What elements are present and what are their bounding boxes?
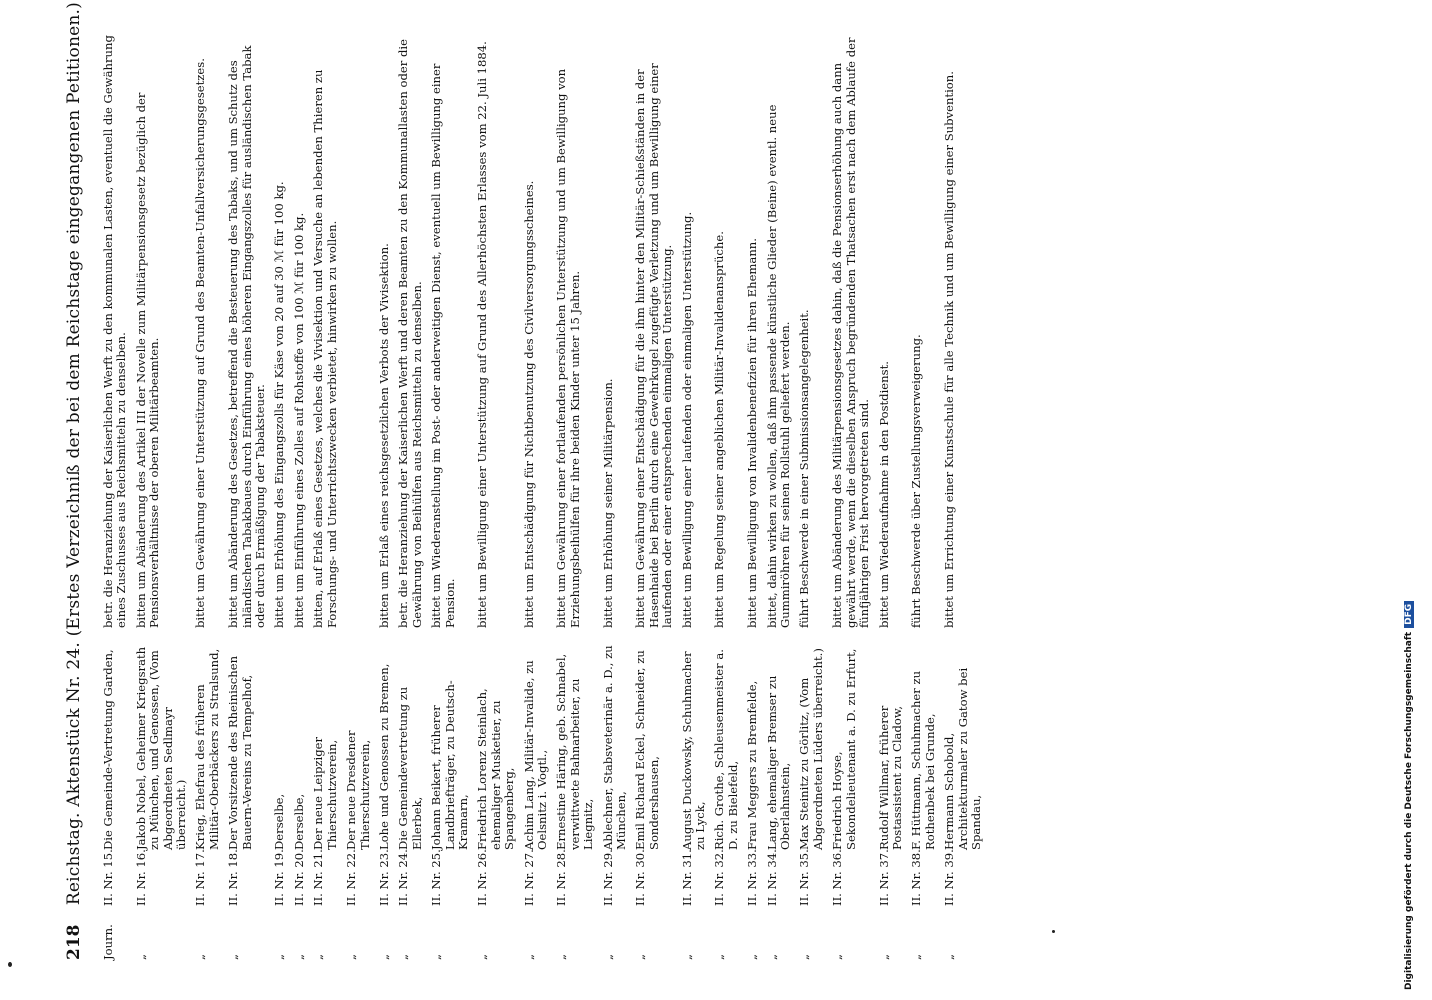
petitioner: Derselbe, bbox=[291, 793, 306, 850]
petition-number: II. Nr. 25. bbox=[429, 849, 444, 906]
petition-number: II. Nr. 16. bbox=[133, 849, 148, 906]
dfg-footer bbox=[1404, 0, 1426, 1000]
petition-mark: „ bbox=[633, 953, 648, 960]
petitioner: Frau Meggers zu Bremfelde, bbox=[745, 680, 760, 850]
petition-request: bitten um Erlaß eines reichsgesetzlichen Verbots der Vivisektion. bbox=[376, 243, 391, 628]
petitioner: August Duckowsky, Schuhmacher zu Lyck, bbox=[679, 651, 708, 850]
petition-mark: „ bbox=[376, 953, 391, 960]
petitioner: Ablechner, Stabsveterinär a. D., zu München, bbox=[600, 645, 628, 850]
petition-row bbox=[476, 20, 516, 960]
petition-number: II. Nr. 33. bbox=[745, 849, 760, 906]
petition-number: II. Nr. 27. bbox=[521, 849, 536, 906]
petition-mark: „ bbox=[475, 953, 490, 960]
petition-number: II. Nr. 20. bbox=[291, 849, 306, 906]
petitioner: Johann Beikert, früherer Landbriefträger, zu Deutsch-Kramarn, bbox=[429, 680, 470, 850]
petitioner: Der neue Leipziger Thierschutzverein, bbox=[311, 736, 339, 850]
petition-row bbox=[602, 20, 629, 960]
petition-row bbox=[523, 20, 550, 960]
petition-number: II. Nr. 39. bbox=[942, 849, 957, 906]
petition-number: II. Nr. 35. bbox=[797, 849, 812, 906]
petition-number: II. Nr. 36. bbox=[830, 849, 845, 906]
petition-row bbox=[943, 20, 983, 960]
petition-mark: „ bbox=[942, 953, 957, 960]
petition-number: II. Nr. 24. bbox=[396, 849, 411, 906]
petition-row bbox=[430, 20, 470, 960]
petition-row bbox=[273, 20, 286, 960]
page-title: Reichstag. Aktenstück Nr. 24. (Erstes Verzeichniß der bei dem Reichstage eingegangenen Petitionen.) bbox=[64, 2, 84, 906]
petition-request: bittet um Entschädigung für Nichtbenutzung des Civilversorgungsscheines. bbox=[521, 180, 536, 628]
petitioner: Friedrich Hoyse, Sekondelieutenant a. D. zu Erfurt, bbox=[830, 648, 858, 850]
petition-request: bittet, dahin wirken zu wollen, daß ihm passende künstliche Glieder (Beine) eventl. neue Gummiröhren für seinen Rollstuhl geliefert werden. bbox=[764, 104, 793, 628]
petition-number: II. Nr. 18. bbox=[226, 849, 241, 906]
petition-request: bittet um Bewilligung einer laufenden oder einmaligen Unterstützung. bbox=[679, 211, 694, 628]
petition-mark: Journ. bbox=[101, 924, 115, 960]
petitioner: Friedrich Lorenz Steinlach, ehemaliger Musketier, zu Spangenberg, bbox=[475, 688, 517, 850]
petitioner: Der neue Dresdener Thierschutzverein, bbox=[344, 730, 372, 850]
petition-request: führt Beschwerde in einer Submissionsangelegenheit. bbox=[797, 309, 812, 628]
petition-row bbox=[634, 20, 674, 960]
petition-number: II. Nr. 15. bbox=[101, 849, 115, 906]
petitioner: Lohe und Genossen zu Bremen, bbox=[376, 663, 391, 850]
petition-row bbox=[194, 20, 221, 960]
petitioner: Der Vorsitzende des Rheinischen Bauern-Vereins zu Tempelhof, bbox=[226, 655, 254, 850]
petitioner: Achim Lang, Militär-Invalide, zu Oelsnitz i. Vogtl., bbox=[521, 660, 549, 850]
petition-request: bitten, auf Erlaß eines Gesetzes, welches die Vivisektion und Versuche an lebenden Thieren zu Forschungs- und Unterrichtszwecken verbietet, hinwirken zu wollen. bbox=[311, 69, 339, 628]
petition-row bbox=[312, 20, 339, 960]
petition-number: II. Nr. 21. bbox=[311, 849, 326, 906]
petition-number: II. Nr. 32. bbox=[712, 849, 727, 906]
petition-mark: „ bbox=[344, 953, 359, 960]
petition-number: II. Nr. 28. bbox=[554, 849, 569, 906]
petition-row bbox=[798, 20, 825, 960]
petition-request: bittet um Errichtung einer Kunstschule für alle Technik und um Bewilligung einer Subvention. bbox=[942, 71, 957, 628]
petition-row bbox=[766, 20, 793, 960]
petition-row bbox=[713, 20, 740, 960]
petition-number: II. Nr. 23. bbox=[376, 849, 391, 906]
petition-row bbox=[555, 20, 595, 960]
petitioner: Die Gemeindevertretung zu Ellerbek, bbox=[396, 686, 424, 850]
petition-row bbox=[227, 20, 267, 960]
petition-number: II. Nr. 17. bbox=[193, 849, 208, 906]
petition-mark: „ bbox=[830, 953, 845, 960]
footer-text: Digitalisierung gefördert durch die Deutsche Forschungsgemeinschaft bbox=[1404, 631, 1414, 990]
petition-request: bittet um Erhöhung seiner Militärpension. bbox=[600, 378, 615, 628]
page-header bbox=[64, 2, 94, 960]
petition-number: II. Nr. 26. bbox=[475, 849, 490, 906]
petition-number: II. Nr. 29. bbox=[600, 849, 615, 906]
petition-mark: „ bbox=[272, 953, 287, 960]
petitioner: Rich. Grothe, Schleusenmeister a. D. zu Bielefeld, bbox=[712, 649, 740, 850]
petition-row bbox=[102, 20, 129, 960]
petition-request: bittet um Erhöhung des Eingangszolls für Käse von 20 auf 30 ℳ für 100 kg. bbox=[272, 181, 287, 628]
petitioner: Max Steinitz zu Görlitz, (Vom Abgeordneten Lüders überreicht.) bbox=[797, 648, 825, 850]
petitioner: Lang, ehemaliger Bremser zu Oberlahnstein, bbox=[764, 675, 793, 850]
petition-number: II. Nr. 30. bbox=[633, 849, 648, 906]
petition-request: bittet um Gewährung einer Unterstützung auf Grund des Beamten-Unfallversicherungsgesetzes. bbox=[193, 58, 208, 628]
petition-number: II. Nr. 34. bbox=[764, 849, 779, 906]
petition-request: bitten um Abänderung des Artikel III der Novelle zum Militärpensionsgesetz bezüglich der Pensionsverhältnisse der oberen Militärbeamten. bbox=[133, 92, 162, 628]
petition-mark: „ bbox=[521, 953, 536, 960]
petition-mark: „ bbox=[193, 953, 208, 960]
petition-mark: „ bbox=[396, 953, 411, 960]
petition-request: bittet um Regelung seiner angeblichen Militär-Invalidenansprüche. bbox=[712, 231, 727, 628]
petition-number: II. Nr. 31. bbox=[679, 849, 694, 906]
petition-mark: „ bbox=[876, 953, 891, 960]
petitioner: Emil Richard Eckel, Schneider, zu Sondershausen, bbox=[633, 650, 661, 850]
page-number: 218 bbox=[64, 924, 84, 960]
petition-number: II. Nr. 37. bbox=[876, 849, 891, 906]
petitioner: Rudolf Willmar, früherer Postassistent zu Cladow, bbox=[876, 705, 904, 850]
petition-mark: „ bbox=[745, 953, 760, 960]
petition-mark: „ bbox=[712, 953, 727, 960]
petitioner: Hermann Schobold, Architekturmaler zu Gatow bei Spandau, bbox=[942, 667, 983, 850]
petition-number: II. Nr. 19. bbox=[272, 849, 287, 906]
petition-row bbox=[831, 20, 871, 960]
petition-row bbox=[293, 20, 306, 960]
petition-request: bittet um Bewilligung einer Unterstützung auf Grund des Allerhöchsten Erlasses vom 22. Juli 1884. bbox=[475, 41, 490, 628]
petitioner: Krieg, Ehefrau des früheren Militär-Oberbäckers zu Stralsund, bbox=[193, 648, 221, 850]
dfg-logo: DFG bbox=[1404, 601, 1414, 628]
scan-speck bbox=[1052, 930, 1055, 933]
petitioner: Derselbe, bbox=[272, 793, 287, 850]
petition-request bbox=[345, 20, 372, 628]
petition-mark: „ bbox=[429, 953, 444, 960]
petition-mark: „ bbox=[291, 953, 306, 960]
petition-mark: „ bbox=[600, 953, 615, 960]
petitioner: F. Hüttmann, Schuhmacher zu Rothenbek bei Grunde, bbox=[909, 670, 937, 850]
petition-request: bittet um Bewilligung von Invalidenbenefizien für ihren Ehemann. bbox=[745, 238, 760, 628]
petition-request: betr. die Heranziehung der Kaiserlichen Werft zu den kommunalen Lasten, eventuell die Gewährung eines Zuschusses aus Reichsmitteln zu denselben. bbox=[101, 35, 129, 628]
petition-request: führt Beschwerde über Zustellungsverweigerung. bbox=[909, 334, 924, 628]
petition-list bbox=[102, 20, 989, 960]
petition-request: bittet um Abänderung des Militärpensionsgesetzes dahin, daß die Pensionserhöhung auch dann gewährt werde, wenn die dieselben Anspruch begründenden Thatsachen erst nach dem Ablaufe der fünfjährigen Frist hervorgetreten sind. bbox=[830, 37, 872, 628]
petition-number: II. Nr. 38. bbox=[909, 849, 924, 906]
petition-mark: „ bbox=[909, 953, 924, 960]
petition-request: bittet um Gewährung einer Entschädigung für die ihm hinter den Militär-Schießständen in der Hasenhaide bei Berlin durch eine Gewehrkugel zugefügte Verletzung und um Bewilligung einer laufenden oder einer entsprechenden einmaligen Unterstützung. bbox=[633, 63, 675, 628]
petition-number: II. Nr. 22. bbox=[344, 849, 359, 906]
petition-row bbox=[397, 20, 424, 960]
petition-row bbox=[910, 20, 937, 960]
petitioner: Die Gemeinde-Vertretung Garden, bbox=[101, 649, 115, 850]
petition-row bbox=[135, 20, 189, 960]
petition-row bbox=[878, 20, 905, 960]
petition-row bbox=[746, 20, 759, 960]
petition-request: bittet um Gewährung einer fortlaufenden persönlichen Unterstützung und um Bewilligung von Erziehungsbeihülfen für ihre beiden Kinder unter 15 Jahren. bbox=[554, 68, 582, 628]
petition-mark: „ bbox=[797, 953, 812, 960]
petition-request: bittet um Wiederanstellung im Post- oder anderweitigen Dienst, eventuell um Bewilligung einer Pension. bbox=[429, 63, 457, 628]
petition-row bbox=[681, 20, 708, 960]
scan-speck bbox=[8, 962, 12, 967]
petition-row bbox=[378, 20, 391, 960]
petition-request: bittet um Einführung eines Zolles auf Rohstoffe von 100 ℳ für 100 kg. bbox=[291, 212, 306, 628]
petition-mark: „ bbox=[764, 953, 779, 960]
petition-mark: „ bbox=[679, 953, 694, 960]
petition-mark: „ bbox=[133, 953, 148, 960]
petition-request: betr. die Heranziehung der Kaiserlichen Werft und deren Beamten zu den Kommunallasten oder die Gewährung von Beihülfen aus Reichsmitteln zu denselben. bbox=[396, 38, 424, 628]
petition-mark: „ bbox=[311, 953, 326, 960]
petition-mark: „ bbox=[554, 953, 569, 960]
petition-row bbox=[345, 20, 372, 960]
petition-mark: „ bbox=[226, 953, 241, 960]
petition-request: bittet um Wiederaufnahme in den Postdienst. bbox=[876, 361, 891, 628]
petitioner: Ernestine Häring, geb. Schnabel, verwittwete Bahnarbeiter, zu Liegnitz, bbox=[554, 653, 596, 850]
petition-request: bittet um Abänderung des Gesetzes, betreffend die Besteuerung des Tabaks, und um Schutz des inländischen Tabakbaues durch Einführung eines höheren Eingangszolles für ausländischen Tabak oder durch Ermäßigung der Tabaksteuer. bbox=[226, 45, 268, 628]
petitioner: Jakob Nobel, Geheimer Kriegsrath zu München, und Genossen, (Vom Abgeordneten Sedlmayr überreicht.) bbox=[133, 646, 189, 850]
